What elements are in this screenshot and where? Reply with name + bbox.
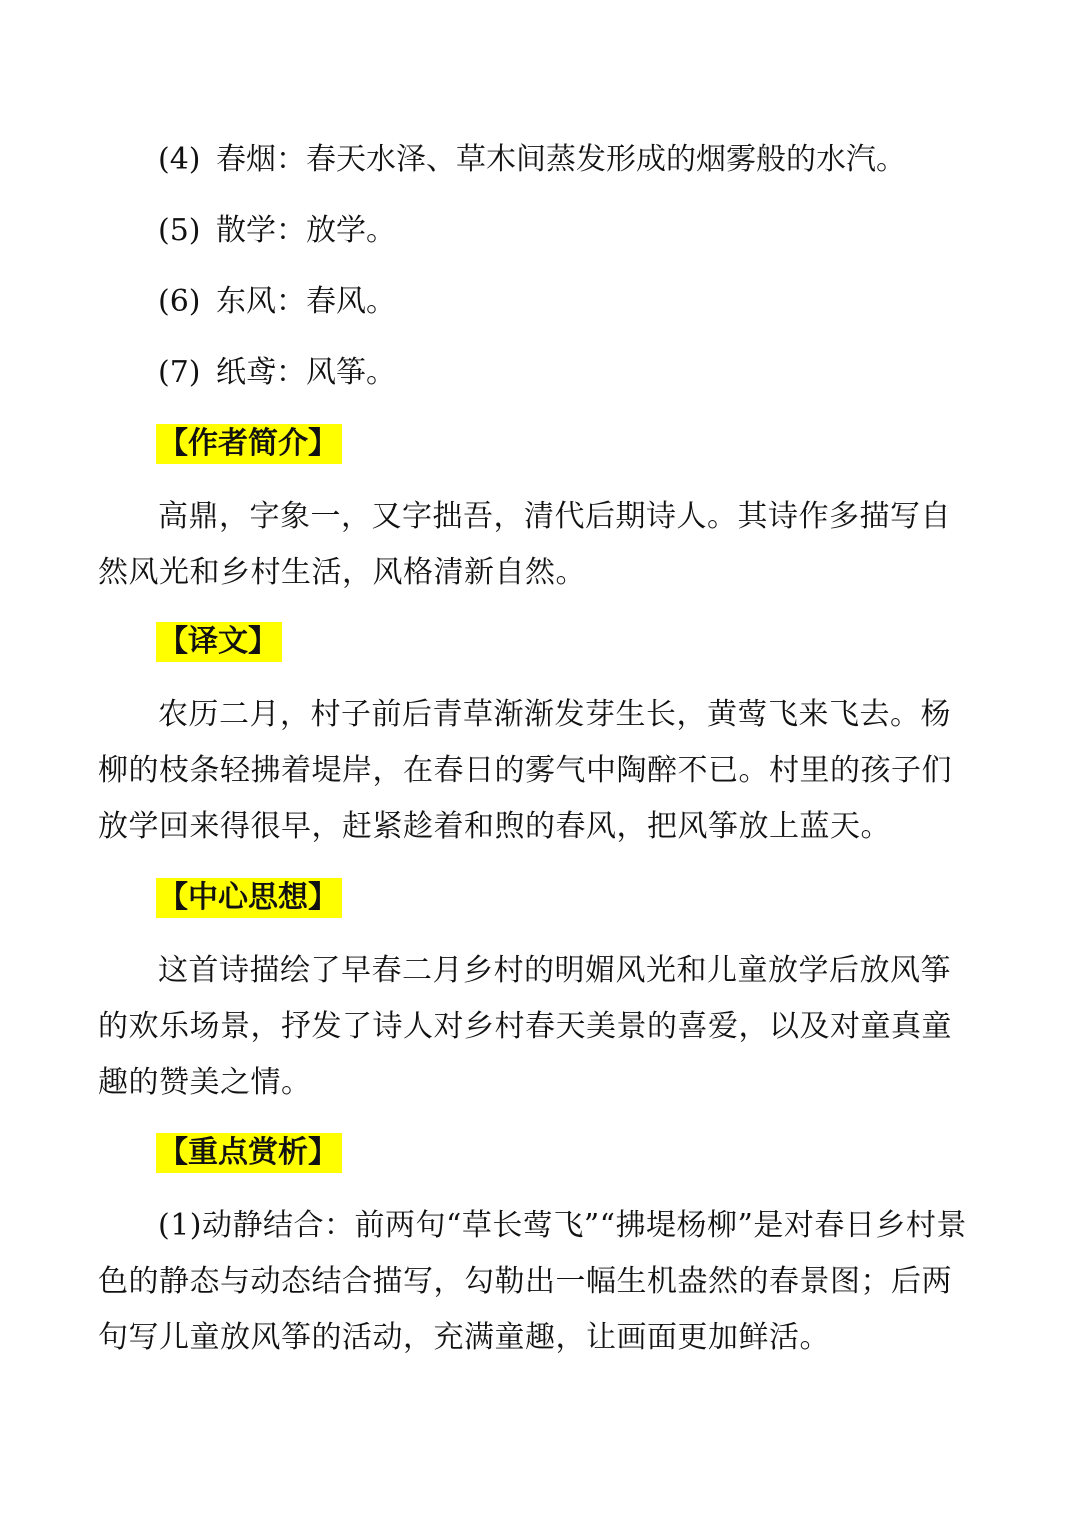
section-heading-theme: 【中心思想】 bbox=[156, 878, 342, 918]
section-heading-analysis: 【重点赏析】 bbox=[156, 1133, 342, 1173]
section-heading-translation: 【译文】 bbox=[156, 622, 282, 662]
definition-text: 风筝。 bbox=[306, 355, 396, 390]
definition-text: 春天水泽、草木间蒸发形成的烟雾般的水汽。 bbox=[306, 142, 906, 177]
section-body-theme: 这首诗描绘了早春二月乡村的明媚风光和儿童放学后放风筝的欢乐场景，抒发了诗人对乡村春天美景的喜爱，以及对童真童趣的赞美之情。 bbox=[98, 953, 952, 1100]
definition-item bbox=[158, 353, 396, 393]
definition-number: (7) bbox=[158, 355, 201, 390]
definition-number: (5) bbox=[158, 213, 201, 248]
definition-item bbox=[158, 211, 396, 251]
definition-term: 散学： bbox=[216, 213, 306, 248]
definition-term: 春烟： bbox=[216, 142, 306, 177]
definition-item bbox=[158, 282, 396, 322]
section-body-analysis: (1)动静结合：前两句“草长莺飞”“拂堤杨柳”是对春日乡村景色的静态与动态结合描写，勾勒出一幅生机盎然的春景图；后两句写儿童放风筝的活动，充满童趣，让画面更加鲜活。 bbox=[98, 1208, 967, 1355]
definition-text: 春风。 bbox=[306, 284, 396, 319]
definition-text: 放学。 bbox=[306, 213, 396, 248]
definition-term: 东风： bbox=[216, 284, 306, 319]
definition-number: (4) bbox=[158, 142, 201, 177]
definition-term: 纸鸢： bbox=[216, 355, 306, 390]
section-body-translation: 农历二月，村子前后青草渐渐发芽生长，黄莺飞来飞去。杨柳的枝条轻拂着堤岸，在春日的雾气中陶醉不已。村里的孩子们放学回来得很早，赶紧趁着和煦的春风，把风筝放上蓝天。 bbox=[98, 697, 952, 844]
definition-item bbox=[158, 140, 906, 180]
section-body-author: 高鼎，字象一，又字拙吾，清代后期诗人。其诗作多描写自然风光和乡村生活，风格清新自然。 bbox=[98, 499, 951, 590]
section-heading-author: 【作者简介】 bbox=[156, 424, 342, 464]
definition-number: (6) bbox=[158, 284, 201, 319]
